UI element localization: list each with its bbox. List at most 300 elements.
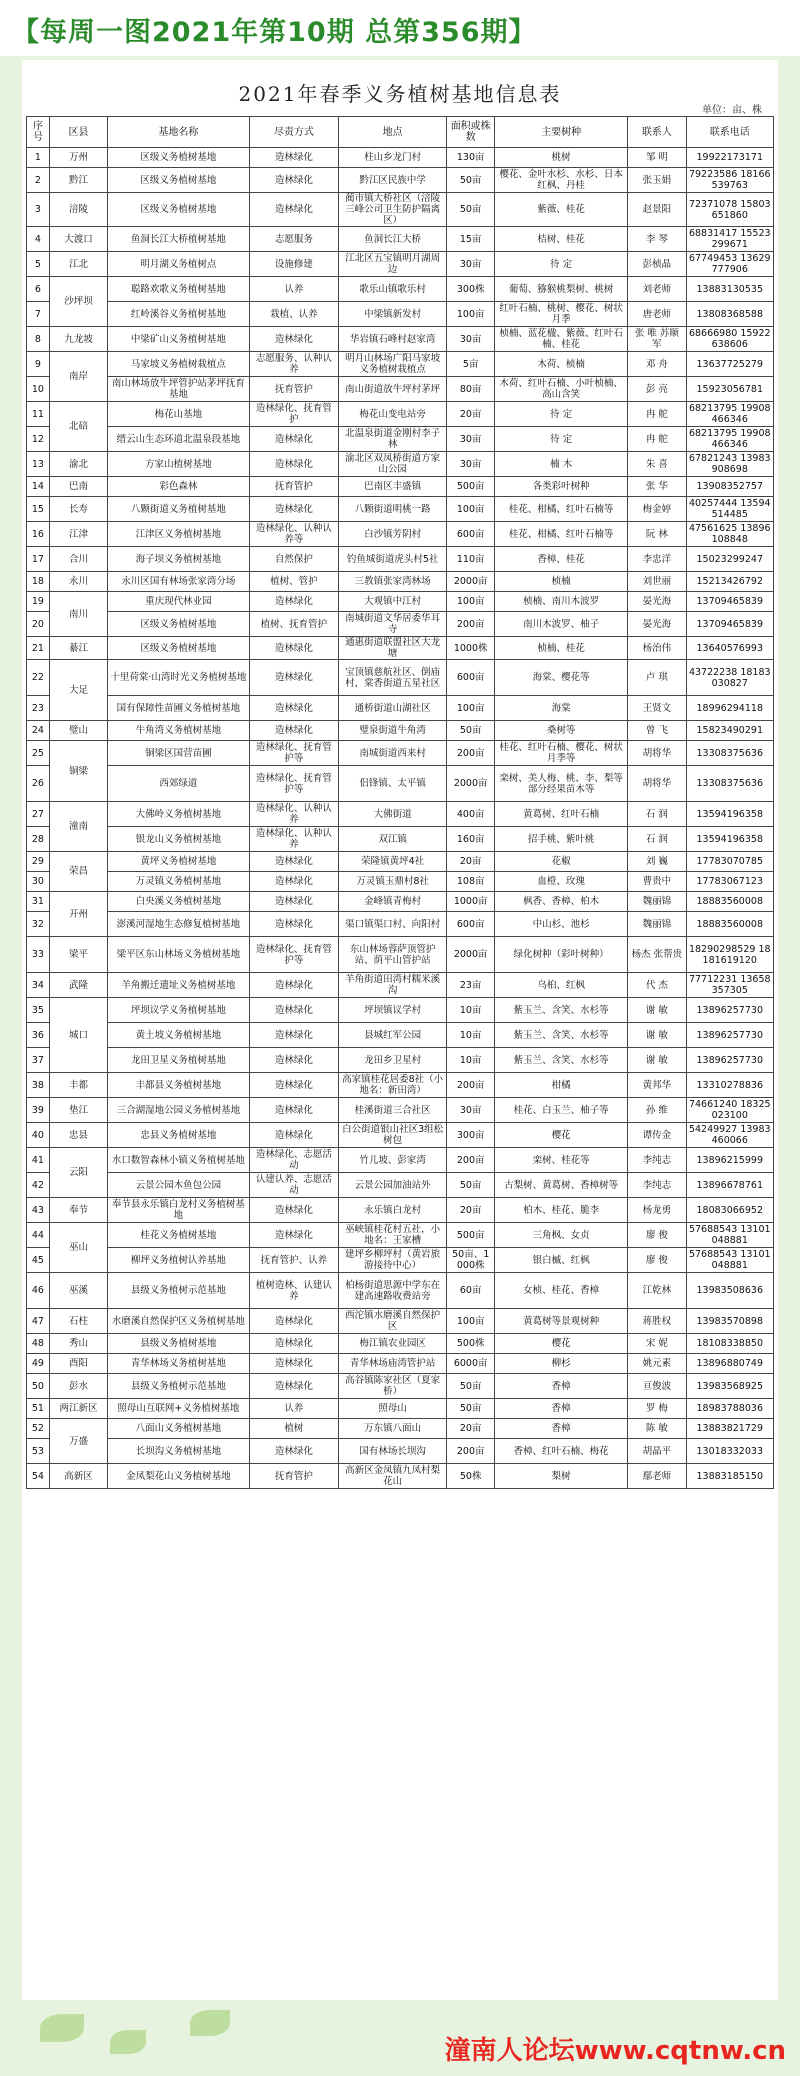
issue-banner-text: 【每周一图2021年第10期 总第356期】: [12, 17, 537, 48]
method-cell: 抚育管护: [249, 1464, 338, 1489]
location-cell: 柏杨街道思源中学东在建高速路收费站旁: [339, 1273, 447, 1309]
area-cell: 130亩: [447, 148, 495, 168]
table-row: [27, 572, 774, 592]
table-row: [27, 1354, 774, 1374]
species-cell: 楠 木: [495, 452, 628, 477]
method-cell: 造林绿化: [249, 1309, 338, 1334]
method-cell: 造林绿化: [249, 973, 338, 998]
method-cell: 造林绿化: [249, 193, 338, 227]
area-cell: 50亩: [447, 1173, 495, 1198]
area-cell: 200亩: [447, 741, 495, 766]
method-cell: 造林绿化: [249, 1023, 338, 1048]
contact-cell: 谭传金: [628, 1123, 686, 1148]
table-row: [27, 302, 774, 327]
seq-cell: 30: [27, 872, 50, 892]
phone-cell: 18290298529 18181619120: [686, 937, 773, 973]
base-name-cell: 奉节县永乐镇白龙村义务植树基地: [108, 1198, 249, 1223]
area-cell: 50亩: [447, 1399, 495, 1419]
location-cell: 白沙镇芳阴村: [339, 522, 447, 547]
phone-cell: 13883130535: [686, 277, 773, 302]
species-cell: 绿化树种（彩叶树种）: [495, 937, 628, 973]
method-cell: 造林绿化: [249, 1098, 338, 1123]
species-cell: 香樟: [495, 1399, 628, 1419]
contact-cell: 刘世丽: [628, 572, 686, 592]
table-row: [27, 227, 774, 252]
method-cell: 造林绿化: [249, 637, 338, 660]
method-cell: 造林绿化、认种认养: [249, 827, 338, 852]
base-name-cell: 龙田卫星义务植树基地: [108, 1048, 249, 1073]
table-row: [27, 352, 774, 377]
base-name-cell: 坪坝议学义务植树基地: [108, 998, 249, 1023]
location-cell: 钓鱼城街道虎头村5社: [339, 547, 447, 572]
method-cell: 造林绿化: [249, 852, 338, 872]
area-cell: 1000亩: [447, 892, 495, 912]
area-cell: 50亩、1000株: [447, 1248, 495, 1273]
species-cell: 桃树: [495, 148, 628, 168]
seq-cell: 4: [27, 227, 50, 252]
area-cell: 10亩: [447, 1023, 495, 1048]
seq-cell: 38: [27, 1073, 50, 1098]
table-row: [27, 402, 774, 427]
method-cell: 造林绿化、认种认养: [249, 802, 338, 827]
species-cell: 木荷、桢楠: [495, 352, 628, 377]
phone-cell: 18996294118: [686, 696, 773, 721]
contact-cell: 杨龙勇: [628, 1198, 686, 1223]
species-cell: 海棠: [495, 696, 628, 721]
phone-cell: 13640576993: [686, 637, 773, 660]
table-row: [27, 1248, 774, 1273]
base-name-cell: 梁平区东山林场义务植树基地: [108, 937, 249, 973]
area-cell: 2000亩: [447, 937, 495, 973]
seq-cell: 10: [27, 377, 50, 402]
district-cell: 云阳: [49, 1148, 107, 1198]
area-cell: 500株: [447, 1334, 495, 1354]
method-cell: 造林绿化、抚育管护: [249, 402, 338, 427]
location-cell: 高新区金凤镇九凤村梨花山: [339, 1464, 447, 1489]
species-cell: 香樟: [495, 1374, 628, 1399]
table-row: [27, 696, 774, 721]
species-cell: 花椒: [495, 852, 628, 872]
base-name-cell: 聪路欢歌义务植树基地: [108, 277, 249, 302]
species-cell: 香樟: [495, 1419, 628, 1439]
method-cell: 造林绿化、志愿活动: [249, 1148, 338, 1173]
phone-cell: 68666980 15922638606: [686, 327, 773, 352]
seq-cell: 39: [27, 1098, 50, 1123]
table-row: [27, 1399, 774, 1419]
seq-cell: 3: [27, 193, 50, 227]
contact-cell: 魏丽锦: [628, 892, 686, 912]
base-name-cell: 区级义务植树基地: [108, 193, 249, 227]
table-row: [27, 1464, 774, 1489]
district-cell: 长寿: [49, 497, 107, 522]
contact-cell: 孙 维: [628, 1098, 686, 1123]
area-cell: 30亩: [447, 427, 495, 452]
district-cell: 江津: [49, 522, 107, 547]
method-cell: 造林绿化: [249, 696, 338, 721]
method-cell: 造林绿化: [249, 1374, 338, 1399]
method-cell: 认养: [249, 1399, 338, 1419]
table-row: [27, 252, 774, 277]
method-cell: 认养: [249, 277, 338, 302]
district-cell: 石柱: [49, 1309, 107, 1334]
tree-planting-table: [26, 116, 774, 1489]
method-cell: 造林绿化: [249, 912, 338, 937]
location-cell: 江北区五宝镇明月湖周边: [339, 252, 447, 277]
base-name-cell: 八颗街道义务植树基地: [108, 497, 249, 522]
area-cell: 15亩: [447, 227, 495, 252]
method-cell: 造林绿化: [249, 327, 338, 352]
species-cell: 三角枫、女贞: [495, 1223, 628, 1248]
base-name-cell: 三合湖湿地公园义务植树基地: [108, 1098, 249, 1123]
contact-cell: 陈 敏: [628, 1419, 686, 1439]
district-cell: 南川: [49, 592, 107, 637]
seq-cell: 53: [27, 1439, 50, 1464]
leaf-decoration: [110, 2030, 146, 2054]
seq-cell: 9: [27, 352, 50, 377]
leaf-decoration: [40, 2014, 84, 2042]
location-cell: 建坪乡柳坪村（黄岩旅游接待中心）: [339, 1248, 447, 1273]
table-row: [27, 1334, 774, 1354]
table-row: [27, 1273, 774, 1309]
area-cell: 160亩: [447, 827, 495, 852]
area-cell: 20亩: [447, 852, 495, 872]
table-row: [27, 1148, 774, 1173]
area-cell: 600亩: [447, 660, 495, 696]
contact-cell: 宋 妮: [628, 1334, 686, 1354]
species-cell: 桢楠: [495, 572, 628, 592]
district-cell: 永川: [49, 572, 107, 592]
area-cell: 20亩: [447, 1419, 495, 1439]
method-cell: 造林绿化: [249, 872, 338, 892]
species-cell: 各类彩叶树种: [495, 477, 628, 497]
location-cell: 荣隆镇黄坪4社: [339, 852, 447, 872]
species-cell: 红叶石楠、桃树、樱花、树状月季: [495, 302, 628, 327]
species-cell: 南川木波罗、柚子: [495, 612, 628, 637]
location-cell: 明月山林场广阳马家坡义务植树栽植点: [339, 352, 447, 377]
table-row: [27, 168, 774, 193]
seq-cell: 33: [27, 937, 50, 973]
species-cell: 女桢、桂花、香樟: [495, 1273, 628, 1309]
method-cell: 认建认养、志愿活动: [249, 1173, 338, 1198]
area-cell: 2000亩: [447, 572, 495, 592]
contact-cell: 李纯志: [628, 1148, 686, 1173]
species-cell: 紫玉兰、含笑、水杉等: [495, 1023, 628, 1048]
table-row: [27, 802, 774, 827]
species-cell: 紫玉兰、含笑、水杉等: [495, 998, 628, 1023]
seq-cell: 42: [27, 1173, 50, 1198]
location-cell: 璧泉街道牛角湾: [339, 721, 447, 741]
table-row: [27, 721, 774, 741]
species-cell: 桔树、桂花: [495, 227, 628, 252]
location-cell: 巴南区丰盛镇: [339, 477, 447, 497]
area-cell: 200亩: [447, 1073, 495, 1098]
phone-cell: 13808368588: [686, 302, 773, 327]
method-cell: 造林绿化: [249, 721, 338, 741]
location-cell: 万灵镇玉鼎村8社: [339, 872, 447, 892]
area-cell: 110亩: [447, 547, 495, 572]
phone-cell: 57688543 13101048881: [686, 1223, 773, 1248]
phone-cell: 40257444 13594514485: [686, 497, 773, 522]
base-name-cell: 桂花义务植树基地: [108, 1223, 249, 1248]
table-row: [27, 973, 774, 998]
seq-cell: 45: [27, 1248, 50, 1273]
location-cell: 高谷镇陈家社区（夏家桥）: [339, 1374, 447, 1399]
phone-cell: 13594196358: [686, 802, 773, 827]
phone-cell: 15823490291: [686, 721, 773, 741]
area-cell: 20亩: [447, 402, 495, 427]
area-cell: 10亩: [447, 1048, 495, 1073]
method-cell: 造林绿化、抚育管护等: [249, 741, 338, 766]
base-name-cell: 区级义务植树基地: [108, 148, 249, 168]
district-cell: 黔江: [49, 168, 107, 193]
species-cell: 紫玉兰、含笑、水杉等: [495, 1048, 628, 1073]
species-cell: 桑树等: [495, 721, 628, 741]
table-row: [27, 592, 774, 612]
seq-cell: 14: [27, 477, 50, 497]
area-cell: 500亩: [447, 477, 495, 497]
info-sheet: [22, 60, 778, 2000]
district-cell: 北碚: [49, 402, 107, 452]
district-cell: 大渡口: [49, 227, 107, 252]
table-row: [27, 1374, 774, 1399]
base-name-cell: 明月湖义务植树点: [108, 252, 249, 277]
phone-cell: 17783070785: [686, 852, 773, 872]
base-name-cell: 十里荷棠·山湾时光义务植树基地: [108, 660, 249, 696]
phone-cell: 13883821729: [686, 1419, 773, 1439]
method-cell: 造林绿化: [249, 998, 338, 1023]
location-cell: 黔江区民族中学: [339, 168, 447, 193]
base-name-cell: 中梁矿山义务植树基地: [108, 327, 249, 352]
location-cell: 白公街道银山社区3组松树包: [339, 1123, 447, 1148]
method-cell: 抚育管护: [249, 477, 338, 497]
district-cell: 沙坪坝: [49, 277, 107, 327]
area-cell: 50亩: [447, 1374, 495, 1399]
area-cell: 30亩: [447, 1098, 495, 1123]
species-cell: 梨树: [495, 1464, 628, 1489]
district-cell: 潼南: [49, 802, 107, 852]
phone-cell: 47561625 13896108848: [686, 522, 773, 547]
phone-cell: 18883560008: [686, 912, 773, 937]
seq-cell: 36: [27, 1023, 50, 1048]
district-cell: 开州: [49, 892, 107, 937]
location-cell: 梅江镇农业园区: [339, 1334, 447, 1354]
district-cell: 璧山: [49, 721, 107, 741]
table-row: [27, 1098, 774, 1123]
table-row: [27, 892, 774, 912]
location-cell: 桂溪街道三合社区: [339, 1098, 447, 1123]
location-cell: 南城街道西来村: [339, 741, 447, 766]
base-name-cell: 县级义务植树示范基地: [108, 1273, 249, 1309]
area-cell: 600亩: [447, 522, 495, 547]
location-cell: 梅花山变电站旁: [339, 402, 447, 427]
phone-cell: 67821243 13983908698: [686, 452, 773, 477]
base-name-cell: 澎溪河湿地生态修复植树基地: [108, 912, 249, 937]
base-name-cell: 永川区国有林场张家湾分场: [108, 572, 249, 592]
table-row: [27, 912, 774, 937]
species-cell: 柳杉: [495, 1354, 628, 1374]
base-name-cell: 黄坪义务植树基地: [108, 852, 249, 872]
base-name-cell: 羊角搬迁遗址义务植树基地: [108, 973, 249, 998]
phone-cell: 13896678761: [686, 1173, 773, 1198]
table-row: [27, 827, 774, 852]
issue-banner: [0, 0, 800, 56]
area-cell: 50亩: [447, 168, 495, 193]
district-cell: 江北: [49, 252, 107, 277]
area-cell: 60亩: [447, 1273, 495, 1309]
base-name-cell: 江津区义务植树基地: [108, 522, 249, 547]
species-cell: 桂花、柑橘、红叶石楠等: [495, 497, 628, 522]
seq-cell: 54: [27, 1464, 50, 1489]
district-cell: 垫江: [49, 1098, 107, 1123]
area-cell: 200亩: [447, 1439, 495, 1464]
area-cell: 100亩: [447, 696, 495, 721]
species-cell: 香樟、红叶石楠、梅花: [495, 1439, 628, 1464]
seq-cell: 40: [27, 1123, 50, 1148]
contact-cell: 张 唯 苏顺军: [628, 327, 686, 352]
table-row: [27, 193, 774, 227]
table-row: [27, 1123, 774, 1148]
method-cell: 造林绿化: [249, 1223, 338, 1248]
contact-cell: 刘老师: [628, 277, 686, 302]
contact-cell: 王贤文: [628, 696, 686, 721]
contact-cell: 晏光海: [628, 612, 686, 637]
species-cell: 柏木、桂花、脆李: [495, 1198, 628, 1223]
table-row: [27, 477, 774, 497]
location-cell: 渝北区双凤桥街道方家山公园: [339, 452, 447, 477]
base-name-cell: 马家坡义务植树栽植点: [108, 352, 249, 377]
phone-cell: 57688543 13101048881: [686, 1248, 773, 1273]
species-cell: 桢楠、蓝花楹、紫薇、红叶石楠、桂花: [495, 327, 628, 352]
table-row: [27, 1198, 774, 1223]
area-cell: 10亩: [447, 998, 495, 1023]
area-cell: 5亩: [447, 352, 495, 377]
header-cell: 序号: [27, 117, 50, 148]
header-cell: 联系人: [628, 117, 686, 148]
contact-cell: 晏光海: [628, 592, 686, 612]
table-row: [27, 612, 774, 637]
table-row: [27, 872, 774, 892]
species-cell: 血橙、玫瑰: [495, 872, 628, 892]
area-cell: 200亩: [447, 612, 495, 637]
header-row: [27, 117, 774, 148]
base-name-cell: 水磨溪自然保护区义务植树基地: [108, 1309, 249, 1334]
header-cell: 地点: [339, 117, 447, 148]
unit-note: 单位：亩、株: [702, 105, 762, 116]
base-name-cell: 彩色森林: [108, 477, 249, 497]
seq-cell: 46: [27, 1273, 50, 1309]
method-cell: 造林绿化: [249, 148, 338, 168]
base-name-cell: 大佛岭义务植树基地: [108, 802, 249, 827]
leaf-decoration: [190, 2010, 230, 2036]
district-cell: 彭水: [49, 1374, 107, 1399]
contact-cell: 卢 琪: [628, 660, 686, 696]
phone-cell: 77712231 13658357305: [686, 973, 773, 998]
location-cell: 永乐镇白龙村: [339, 1198, 447, 1223]
location-cell: 通惠街道联盟社区大龙塘: [339, 637, 447, 660]
method-cell: 造林绿化: [249, 660, 338, 696]
table-row: [27, 998, 774, 1023]
method-cell: 造林绿化: [249, 1334, 338, 1354]
base-name-cell: 南山林场放牛坪管护站茅坪抚育基地: [108, 377, 249, 402]
phone-cell: 68831417 15523299671: [686, 227, 773, 252]
contact-cell: 廖 俊: [628, 1248, 686, 1273]
seq-cell: 23: [27, 696, 50, 721]
district-cell: 巴南: [49, 477, 107, 497]
area-cell: 50亩: [447, 193, 495, 227]
method-cell: 造林绿化: [249, 1048, 338, 1073]
contact-cell: 杨治伟: [628, 637, 686, 660]
method-cell: 植树: [249, 1419, 338, 1439]
species-cell: 黄葛树等景观树种: [495, 1309, 628, 1334]
species-cell: 栾树、美人梅、桃、李、梨等部分经果苗木等: [495, 766, 628, 802]
table-row: [27, 1309, 774, 1334]
district-cell: 万盛: [49, 1419, 107, 1464]
table-row: [27, 327, 774, 352]
base-name-cell: 区级义务植树基地: [108, 612, 249, 637]
table-row: [27, 1419, 774, 1439]
phone-cell: 13983568925: [686, 1374, 773, 1399]
phone-cell: 13308375636: [686, 766, 773, 802]
location-cell: 中梁镇新发村: [339, 302, 447, 327]
table-row: [27, 741, 774, 766]
species-cell: 黄葛树、红叶石楠: [495, 802, 628, 827]
area-cell: 100亩: [447, 302, 495, 327]
area-cell: 50亩: [447, 721, 495, 741]
district-cell: 铜梁: [49, 741, 107, 802]
species-cell: 香樟、桂花: [495, 547, 628, 572]
area-cell: 300亩: [447, 1123, 495, 1148]
contact-cell: 张玉娟: [628, 168, 686, 193]
seq-cell: 43: [27, 1198, 50, 1223]
district-cell: 大足: [49, 660, 107, 721]
location-cell: 大佛街道: [339, 802, 447, 827]
contact-cell: 李纯志: [628, 1173, 686, 1198]
method-cell: 造林绿化: [249, 1073, 338, 1098]
species-cell: 柑橘: [495, 1073, 628, 1098]
location-cell: 东山林场蓉萨顶管护站、荫平山管护站: [339, 937, 447, 973]
location-cell: 万东镇八面山: [339, 1419, 447, 1439]
method-cell: 造林绿化: [249, 1439, 338, 1464]
method-cell: 抚育管护: [249, 377, 338, 402]
location-cell: 西沱镇水磨溪自然保护区: [339, 1309, 447, 1334]
method-cell: 造林绿化: [249, 1354, 338, 1374]
species-cell: 桢楠、桂花: [495, 637, 628, 660]
district-cell: 合川: [49, 547, 107, 572]
seq-cell: 13: [27, 452, 50, 477]
contact-cell: 石 润: [628, 827, 686, 852]
contact-cell: 罗 梅: [628, 1399, 686, 1419]
seq-cell: 31: [27, 892, 50, 912]
header-cell: 尽责方式: [249, 117, 338, 148]
method-cell: 造林绿化、认种认养等: [249, 522, 338, 547]
district-cell: 荣昌: [49, 852, 107, 892]
seq-cell: 11: [27, 402, 50, 427]
seq-cell: 1: [27, 148, 50, 168]
location-cell: 坪坝镇议学村: [339, 998, 447, 1023]
base-name-cell: 县级义务植树示范基地: [108, 1374, 249, 1399]
district-cell: 涪陵: [49, 193, 107, 227]
species-cell: 桂花、白玉兰、柚子等: [495, 1098, 628, 1123]
location-cell: 高家镇桂花居委8社（小地名：新田湾）: [339, 1073, 447, 1098]
table-row: [27, 452, 774, 477]
location-cell: 龙田乡卫星村: [339, 1048, 447, 1073]
table-row: [27, 277, 774, 302]
district-cell: 忠县: [49, 1123, 107, 1148]
phone-cell: 43722238 18183030827: [686, 660, 773, 696]
district-cell: 武隆: [49, 973, 107, 998]
base-name-cell: 八面山义务植树基地: [108, 1419, 249, 1439]
seq-cell: 49: [27, 1354, 50, 1374]
